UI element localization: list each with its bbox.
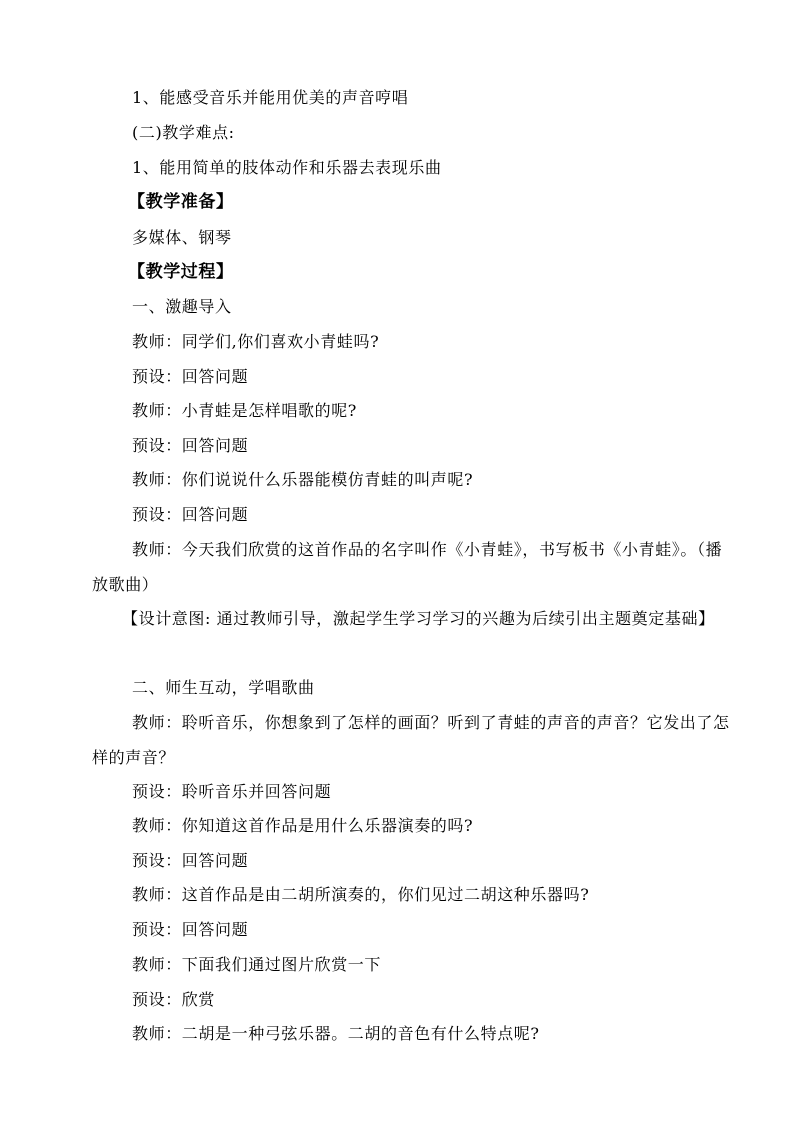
text-line: 预设：回答问题 [132,920,249,939]
text-line: 1、能用简单的肢体动作和乐器去表现乐曲 [132,158,442,177]
design-intent: 【设计意图: 通过教师引导，激起学生学习学习的兴趣为后续引出主题奠定基础】 [122,609,715,628]
section-heading-process: 【教学过程】 [128,262,234,282]
text-line: 教师：这首作品是由二胡所演奏的，你们见过二胡这种乐器吗? [132,885,590,904]
text-line: 教师：你们说说什么乐器能模仿青蛙的叫声呢? [132,470,474,489]
subheading: (二)教学难点: [132,123,235,142]
text-line: 教师：小青蛙是怎样唱歌的呢? [132,401,357,420]
text-line: 预设：回答问题 [132,505,249,524]
text-line: 多媒体、钢琴 [132,228,232,247]
subheading: 二、师生互动，学唱歌曲 [132,678,315,697]
text-line: 预设：欣赏 [132,990,216,1009]
section-heading-prep: 【教学准备】 [128,192,234,212]
text-line: 预设：回答问题 [132,367,249,386]
text-paragraph: 教师：聆听音乐，你想象到了怎样的画面？听到了青蛙的声音的声音？它发出了怎样的声音？ [92,713,730,767]
text-line: 教师：同学们,你们喜欢小青蛙吗? [132,332,380,351]
text-line: 预设：回答问题 [132,851,249,870]
text-line: 1、能感受音乐并能用优美的声音哼唱 [132,88,409,107]
text-line: 预设：聆听音乐并回答问题 [132,782,332,801]
subheading: 一、激趣导入 [132,297,232,316]
text-paragraph: 教师：今天我们欣赏的这首作品的名字叫作《小青蛙》，书写板书《小青蛙》。（播放歌曲） [92,540,723,594]
text-line: 教师：下面我们通过图片欣赏一下 [132,955,382,974]
text-line: 教师：你知道这首作品是用什么乐器演奏的吗? [132,816,474,835]
text-line: 预设：回答问题 [132,436,249,455]
text-line: 教师：二胡是一种弓弦乐器。二胡的音色有什么特点呢? [132,1024,540,1043]
